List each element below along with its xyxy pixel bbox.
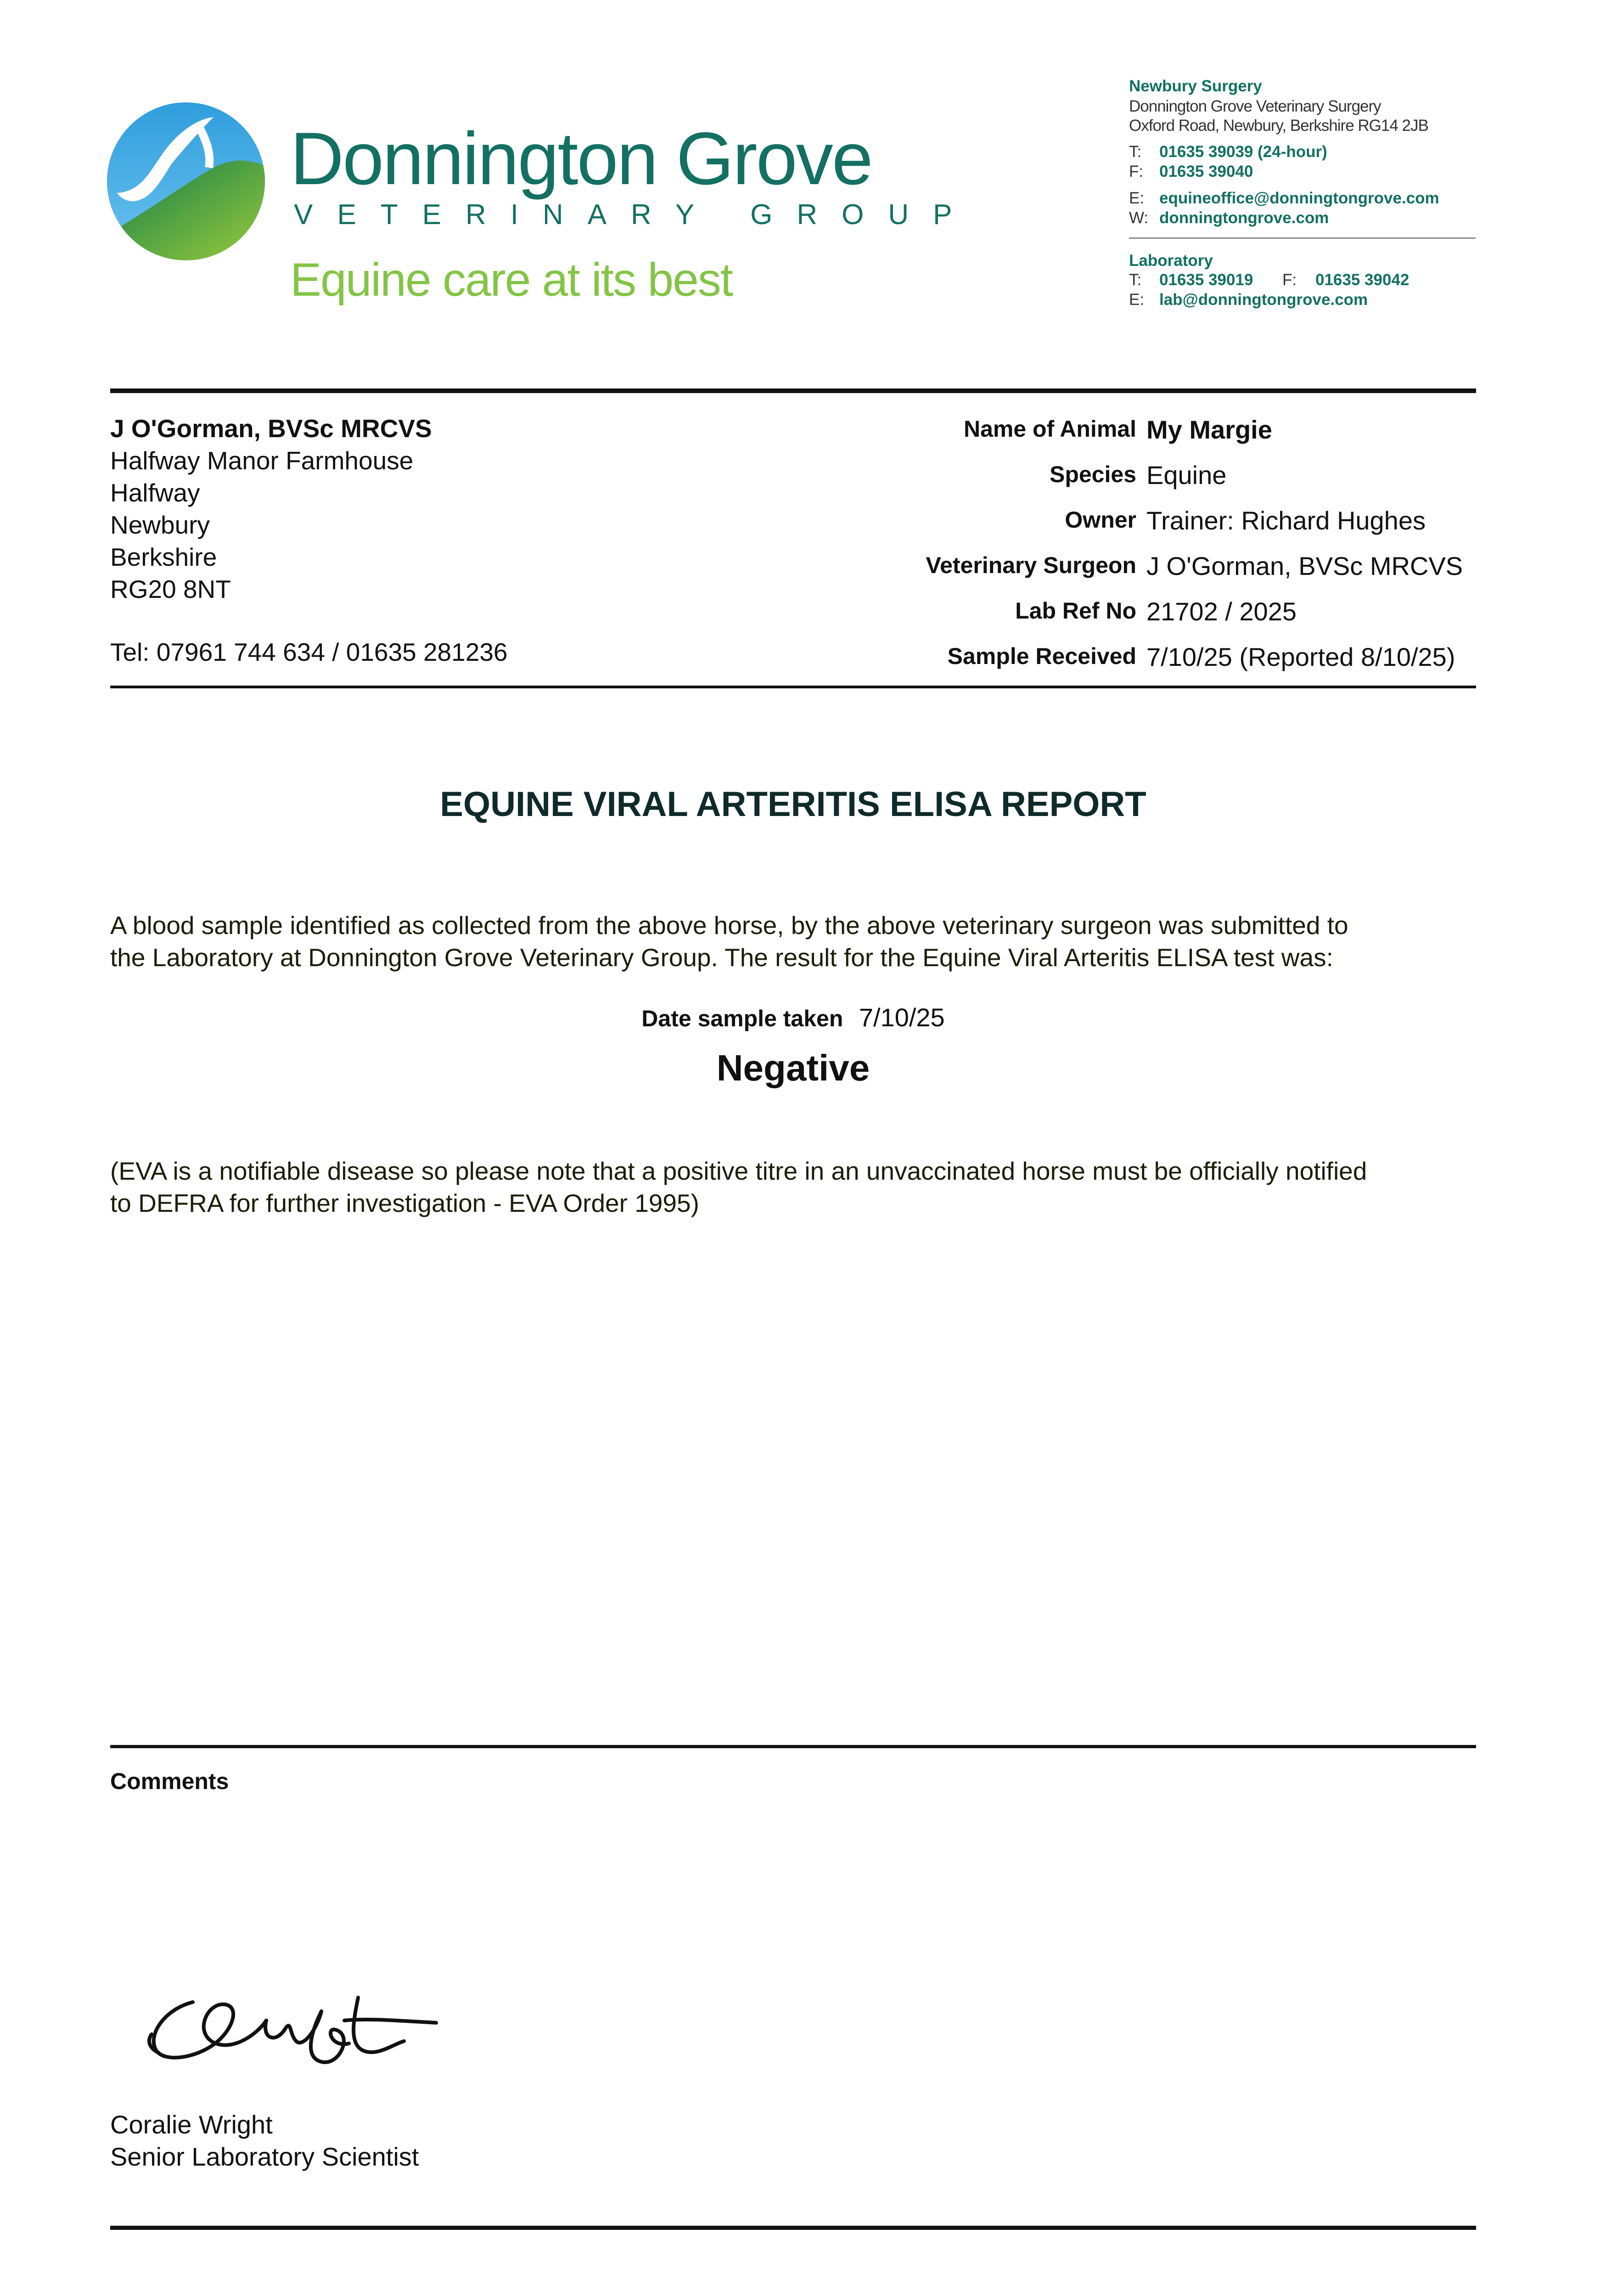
- addressee-line: Newbury: [110, 511, 210, 539]
- addressee-line: Berkshire: [110, 543, 217, 571]
- signatory-name: Coralie Wright: [110, 2110, 273, 2139]
- detail-label-received: Sample Received: [947, 643, 1136, 669]
- addressee-tel: Tel: 07961 744 634 / 01635 281236: [110, 638, 508, 666]
- laboratory-email-label: E:: [1129, 291, 1145, 309]
- laboratory-heading: Laboratory: [1129, 252, 1213, 270]
- surgery-email-link[interactable]: equineoffice@donningtongrove.com: [1159, 189, 1439, 207]
- laboratory-fax-label: F:: [1282, 271, 1297, 289]
- contact-divider: [1129, 237, 1476, 239]
- report-title: EQUINE VIRAL ARTERITIS ELISA REPORT: [440, 785, 1146, 824]
- horse-head-logo-icon: [103, 99, 269, 264]
- comments-rule: [110, 1745, 1476, 1748]
- signatory-title: Senior Laboratory Scientist: [110, 2142, 419, 2171]
- detail-value-owner: Trainer: Richard Hughes: [1146, 506, 1426, 535]
- date-sample-value: 7/10/25: [859, 1003, 945, 1032]
- surgery-address-line2: Oxford Road, Newbury, Berkshire RG14 2JB: [1129, 117, 1428, 135]
- date-sample-row: [110, 1002, 1476, 1032]
- laboratory-email-link[interactable]: lab@donningtongrove.com: [1159, 291, 1368, 309]
- handwritten-signature: [138, 1965, 459, 2085]
- laboratory-fax: 01635 39042: [1315, 271, 1410, 289]
- detail-value-vet: J O'Gorman, BVSc MRCVS: [1146, 551, 1463, 580]
- brand-name: Donnington Grove: [290, 117, 872, 200]
- surgery-web-label: W:: [1129, 209, 1149, 227]
- test-result: Negative: [716, 1047, 870, 1088]
- surgery-tel-label: T:: [1129, 143, 1142, 161]
- surgery-web-link[interactable]: donningtongrove.com: [1159, 209, 1329, 227]
- surgery-tel: 01635 39039 (24-hour): [1159, 143, 1327, 161]
- surgery-address-line1: Donnington Grove Veterinary Surgery: [1129, 97, 1381, 115]
- surgery-email-label: E:: [1129, 189, 1145, 207]
- addressee-line: RG20 8NT: [110, 575, 231, 603]
- laboratory-tel-label: T:: [1129, 271, 1142, 289]
- report-intro-line: A blood sample identified as collected from the above horse, by the above veterinary surgeon was submitted to: [110, 911, 1348, 940]
- detail-label-vet: Veterinary Surgeon: [926, 552, 1136, 578]
- addressee-line: Halfway: [110, 478, 200, 507]
- report-note: [110, 1155, 1488, 1219]
- header-rule-bottom: [110, 686, 1476, 688]
- date-sample-label: Date sample taken: [641, 1006, 843, 1031]
- laboratory-tel: 01635 39019: [1159, 271, 1253, 289]
- detail-label-animal: Name of Animal: [963, 416, 1136, 442]
- report-intro-line: the Laboratory at Donnington Grove Veterinary Group. The result for the Equine Viral Arteritis ELISA test was:: [110, 943, 1333, 972]
- comments-label: Comments: [110, 1768, 229, 1794]
- addressee-line: Halfway Manor Farmhouse: [110, 446, 414, 475]
- surgery-heading: Newbury Surgery: [1129, 77, 1262, 95]
- report-note-line: (EVA is a notifiable disease so please note that a positive titre in an unvaccinated horse must be officially notified: [110, 1157, 1367, 1185]
- brand-tagline: Equine care at its best: [290, 253, 733, 306]
- surgery-fax: 01635 39040: [1159, 163, 1253, 180]
- detail-value-animal: My Margie: [1146, 415, 1272, 444]
- detail-label-owner: Owner: [1065, 507, 1136, 533]
- detail-label-species: Species: [1049, 461, 1136, 487]
- addressee-block: [110, 412, 432, 605]
- report-intro: [110, 909, 1488, 974]
- addressee-name: J O'Gorman, BVSc MRCVS: [110, 414, 432, 443]
- header-rule-top: [110, 388, 1476, 393]
- report-note-line: to DEFRA for further investigation - EVA Order 1995): [110, 1189, 699, 1217]
- footer-rule: [110, 2226, 1476, 2230]
- surgery-fax-label: F:: [1129, 163, 1144, 180]
- detail-value-received: 7/10/25 (Reported 8/10/25): [1146, 642, 1455, 671]
- detail-value-species: Equine: [1146, 461, 1227, 490]
- signatory-block: [110, 2109, 419, 2173]
- brand-group: VETERINARY GROUP: [294, 199, 977, 231]
- detail-label-labref: Lab Ref No: [1015, 598, 1136, 624]
- detail-value-labref: 21702 / 2025: [1146, 597, 1297, 626]
